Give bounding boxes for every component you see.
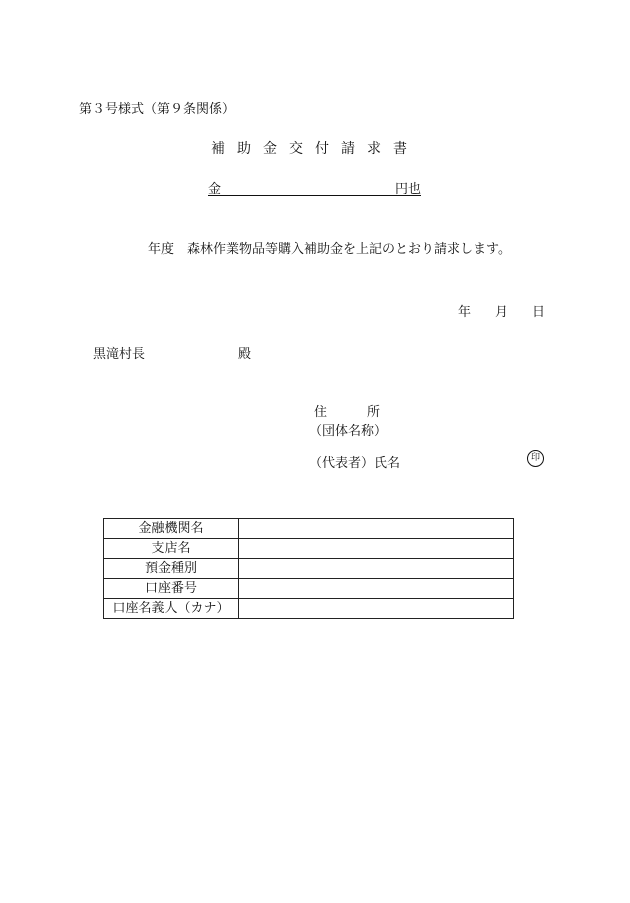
deposit-type-label: 預金種別 bbox=[104, 559, 239, 579]
amount-prefix: 金 bbox=[208, 182, 222, 197]
bank-name-label: 金融機関名 bbox=[104, 519, 239, 539]
amount-line bbox=[208, 178, 421, 196]
organization-name-label: （団体名称） bbox=[309, 424, 388, 439]
document-title: 補助金交付請求書 bbox=[211, 141, 419, 157]
address-label bbox=[314, 401, 380, 420]
addressee-honorific: 殿 bbox=[238, 347, 252, 362]
address-label-part-2: 所 bbox=[367, 405, 381, 420]
address-label-part-1: 住 bbox=[314, 405, 328, 420]
addressee-name: 黒滝村長 bbox=[93, 347, 146, 362]
table-row bbox=[104, 539, 514, 559]
branch-name-label: 支店名 bbox=[104, 539, 239, 559]
deposit-type-value[interactable] bbox=[239, 559, 514, 579]
amount-suffix: 円也 bbox=[394, 182, 421, 197]
account-holder-label: 口座名義人（カナ） bbox=[104, 599, 239, 619]
year-label: 年 bbox=[458, 305, 472, 320]
table-row bbox=[104, 519, 514, 539]
table-row bbox=[104, 599, 514, 619]
month-label: 月 bbox=[495, 305, 509, 320]
account-holder-value[interactable] bbox=[239, 599, 514, 619]
form-number: 第３号様式（第９条関係） bbox=[79, 102, 236, 117]
bank-name-value[interactable] bbox=[239, 519, 514, 539]
branch-name-value[interactable] bbox=[239, 539, 514, 559]
table-row bbox=[104, 559, 514, 579]
day-label: 日 bbox=[532, 305, 546, 320]
date-line bbox=[458, 301, 545, 320]
representative-name-label: （代表者）氏名 bbox=[309, 456, 401, 471]
bank-account-table bbox=[103, 518, 514, 619]
seal-icon: 印 bbox=[527, 450, 544, 467]
account-number-value[interactable] bbox=[239, 579, 514, 599]
table-row bbox=[104, 579, 514, 599]
account-number-label: 口座番号 bbox=[104, 579, 239, 599]
request-statement: 年度 森林作業物品等購入補助金を上記のとおり請求します。 bbox=[148, 242, 511, 257]
